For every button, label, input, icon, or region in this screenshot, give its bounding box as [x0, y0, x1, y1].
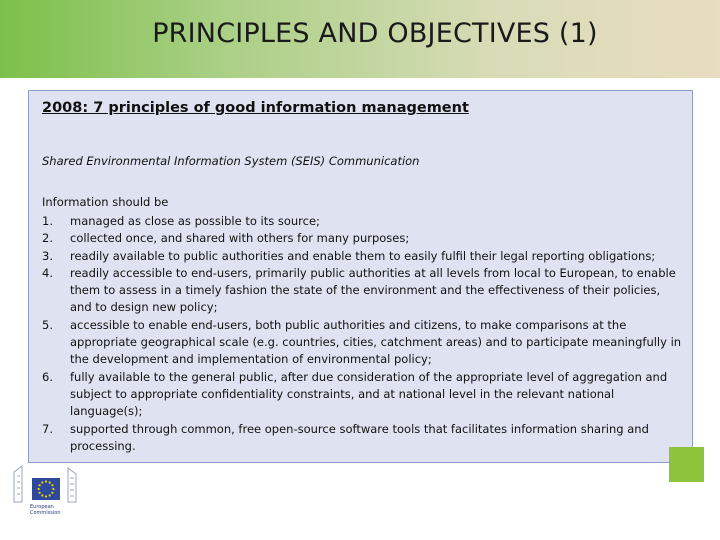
principle-text: readily available to public authorities and enable them to easily fulfil their legal reporting obligations; [70, 248, 656, 263]
principle-item [42, 213, 682, 230]
logo-label [30, 504, 70, 516]
principle-text: accessible to enable end-users, both public authorities and citizens, to make comparisons at the appropriate geographical scale (e.g. countries, cities, catchment areas) and to participate meaningfully in the development and implementation of environmental policy; [70, 317, 682, 367]
principle-text: supported through common, free open-source software tools that facilitates information sharing and processing. [70, 421, 649, 453]
slide-title: PRINCIPLES AND OBJECTIVES (1) [152, 18, 598, 49]
box-heading: 2008: 7 principles of good information management [42, 100, 469, 116]
accent-square [669, 447, 704, 482]
principle-number: 2. [42, 231, 53, 246]
principle-text: collected once, and shared with others for many purposes; [70, 231, 410, 246]
principle-text: managed as close as possible to its source; [70, 214, 320, 228]
principle-number: 6. [42, 369, 53, 384]
principles-box [28, 90, 693, 463]
principle-number: 1. [42, 214, 53, 228]
principles-list [42, 213, 682, 455]
principle-item [42, 421, 682, 456]
principle-number: 5. [42, 317, 53, 332]
principle-text: readily accessible to end-users, primarily public authorities at all levels from local to European, to enable them to assess in a timely fashion the state of the environment and the effectiveness of their policies, and to design new policy; [70, 265, 676, 315]
principle-item [42, 248, 682, 265]
logo-label-line1: European [30, 504, 54, 510]
seis-subheading: Shared Environmental Information System (SEIS) Communication [42, 154, 420, 168]
principle-number: 7. [42, 421, 53, 436]
principle-text: fully available to the general public, after due consideration of the appropriate level of aggregation and subject to appropriate confidentiality constraints, and at national level in the relevant national language(s); [70, 369, 668, 419]
principle-item [42, 317, 682, 369]
intro-text: Information should be [42, 195, 169, 209]
principle-number: 3. [42, 248, 53, 263]
logo-label-line2: Commission [30, 510, 61, 516]
principle-item [42, 369, 682, 421]
principle-item [42, 265, 682, 317]
principle-number: 4. [42, 265, 53, 280]
principle-item [42, 230, 682, 247]
